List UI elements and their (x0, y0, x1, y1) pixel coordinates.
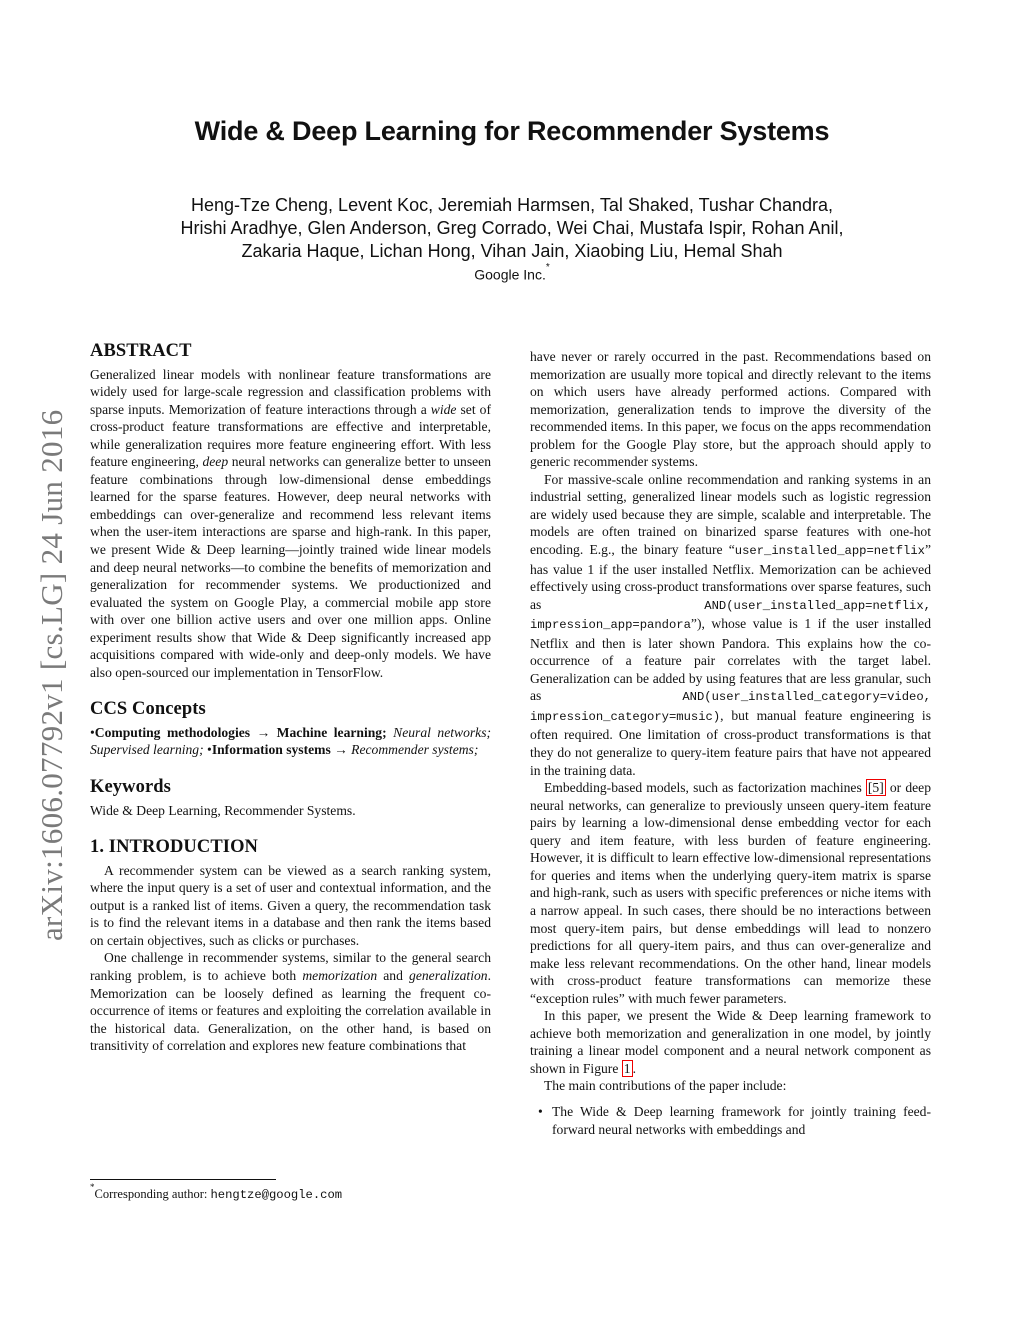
abstract-heading: ABSTRACT (90, 341, 192, 361)
body-paragraph (530, 779, 931, 1007)
body-text-part: or deep neural networks, can generalize to previously unseen query-item feature pairs by learning a low-dimensional dense embedding vector for each query and item feature, with less burden of feature engineering. However, it is difficult to learn effective low-dimensional representations for queries and items when the underlying query-item matrix is sparse and high-rank, such as users with specific preferences or niche items with a narrow appeal. In such cases, there should be no interactions between most query-item pairs, but dense embeddings will lead to nonzero predictions for all query-item pairs, and thus can over-generalize and make less relevant recommendations. On the other hand, linear models with cross-product feature transformations can memorize these “exception rules” with much fewer parameters. (530, 780, 931, 1006)
author-list (0, 194, 1024, 263)
affiliation-name: Google Inc. (474, 266, 546, 283)
intro-text-part: . Memorization can be loosely defined as learning the frequent co-occurrence of items or features and exploiting the correlation available in the historical data. Generalization, on the other hand, is based on transitivity of correlation and explores new feature combinations that (90, 967, 491, 1054)
ccs-ml-items: Neural networks; Supervised learning; (90, 724, 492, 758)
intro-text-part: One challenge in recommender systems, similar to the general search ranking problem, is to achieve both (90, 950, 491, 983)
abstract-emph-deep: deep (202, 454, 229, 470)
ccs-arrow: → (250, 724, 277, 740)
left-column (90, 343, 491, 1055)
footnote (90, 1182, 343, 1203)
contributions-list (530, 1103, 931, 1138)
body-text-part: . (632, 1060, 636, 1076)
abstract-text (90, 366, 491, 682)
author-line: Zakaria Haque, Lichan Hong, Vihan Jain, Xiaobing Liu, Hemal Shah (241, 241, 783, 261)
abstract-text-part: set of cross-product feature transformations are effective and interpretable, while generalization requires more feature engineering effort. With less feature engineering, (90, 401, 491, 470)
body-text-part: In this paper, we present the Wide & Deep learning framework to achieve both memorization and generalization in one model, by jointly training a linear model component and a neural network component as shown in Figure (530, 1008, 931, 1076)
intro-emph-generalization: generalization (409, 967, 488, 983)
author-line: Heng-Tze Cheng, Levent Koc, Jeremiah Harmsen, Tal Shaked, Tushar Chandra, (190, 195, 833, 215)
ccs-information-systems: Information systems (211, 742, 331, 758)
affiliation (0, 262, 1024, 283)
figure-link[interactable]: 1 (623, 1060, 631, 1076)
body-text-part: ”), whose value is 1 if the user installed Netflix and then is later shown Pandora. This explains how the co-occurrence of a feature pair correlates with the target label. Generalization can be added by using features that are less granular, such as (530, 616, 931, 704)
keywords-text: Wide & Deep Learning, Recommender Systems. (90, 802, 356, 818)
footnote-mark: * (90, 1182, 95, 1192)
footnote-label: Corresponding author: (94, 1187, 211, 1202)
right-column (530, 348, 931, 1138)
abstract-text-part: Generalized linear models with nonlinear feature transformations are widely used for large-scale regression and classification problems with sparse inputs. Memorization of feature interactions through a (90, 366, 491, 417)
code-category-cross: AND(user_installed_category=video, impression_category=music) (530, 690, 931, 724)
body-text-part: ” has value 1 if the user installed Netflix. Memorization can be achieved effectively using cross-product transformations over sparse features, such as (530, 542, 931, 612)
ccs-computing-methodologies: Computing methodologies (94, 724, 251, 740)
ccs-machine-learning: Machine learning; (276, 724, 387, 740)
body-paragraph: have never or rarely occurred in the past. Recommendations based on memorization are usually more topical and directly relevant to the items on which users have already performed actions. Compared with memorization, generalization tends to improve the diversity of the recommended items. In this paper, we focus on the apps recommendation problem for the Google Play store, but the approach should apply to generic recommender systems. (530, 349, 931, 470)
footnote-rule (90, 1179, 276, 1180)
intro-paragraph (90, 949, 491, 1054)
ccs-recommender-systems: Recommender systems; (351, 742, 479, 758)
introduction-heading: 1. INTRODUCTION (90, 837, 259, 858)
ccs-heading: CCS Concepts (90, 699, 206, 720)
code-feature-netflix: user_installed_app=netflix (734, 544, 925, 559)
body-paragraph (530, 471, 931, 779)
body-text-part: For massive-scale online recommendation and ranking systems in an industrial setting, generalized linear models such as logistic regression are widely used because they are simple, scalable and interpretable. The models are often trained on binarized sparse features with one-hot encoding. E.g., the binary feature “ (530, 471, 931, 558)
ccs-concepts (90, 724, 491, 759)
abstract-text-part: neural networks can generalize better to unseen feature combinations through low-dimensional dense embeddings learned for the sparse features. However, deep neural networks with embeddings can over-generalize and recommend less relevant items when the user-item interactions are sparse and high-rank. In this paper, we present Wide & Deep learning—jointly trained wide linear models and deep neural networks—to combine the benefits of memorization and generalization for recommender systems. We productionized and evaluated the system on Google Play, a commercial mobile app store with over one billion active users and over one million apps. Online experiment results show that Wide & Deep significantly increased app acquisitions compared with wide-only and deep-only models. We have also open-sourced our implementation in TensorFlow. (90, 454, 492, 680)
body-paragraph: The main contributions of the paper include: (544, 1078, 787, 1094)
list-item: • The Wide & Deep learning framework for jointly training feed-forward neural networks with embeddings and (552, 1103, 931, 1138)
code-cross-product: AND(user_installed_app=netflix, impression_app=pandora (530, 598, 931, 633)
body-paragraph (530, 1007, 931, 1077)
intro-text-part: and (377, 967, 410, 983)
author-line: Hrishi Aradhye, Glen Anderson, Greg Corrado, Wei Chai, Mustafa Ispir, Rohan Anil, (180, 218, 844, 238)
keywords-heading: Keywords (90, 777, 171, 798)
intro-paragraph: A recommender system can be viewed as a search ranking system, where the input query is a set of user and contextual information, and the output is a ranked list of items. Given a query, the recommendation task is to find the relevant items in a database and then rank the items based on certain objectives, such as clicks or purchases. (90, 862, 491, 948)
citation-link[interactable]: [5] (867, 780, 884, 796)
body-text-part: , but manual feature engineering is often required. One limitation of cross-product transformations is that they do not generalize to query-item feature pairs that have not appeared in the training data. (530, 707, 931, 778)
intro-emph-memorization: memorization (302, 967, 378, 983)
body-text-part: Embedding-based models, such as factorization machines (544, 780, 866, 796)
abstract-emph-wide: wide (430, 401, 457, 417)
paper-title: Wide & Deep Learning for Recommender Systems (194, 116, 830, 146)
arxiv-stamp: arXiv:1606.07792v1 [cs.LG] 24 Jun 2016 (34, 409, 69, 941)
footnote-email: hengtze@google.com (210, 1188, 343, 1203)
ccs-bullet: • (90, 724, 95, 740)
ccs-arrow: → (330, 742, 352, 758)
ccs-bullet: • (207, 742, 212, 758)
affiliation-footnote-mark: * (545, 262, 550, 273)
